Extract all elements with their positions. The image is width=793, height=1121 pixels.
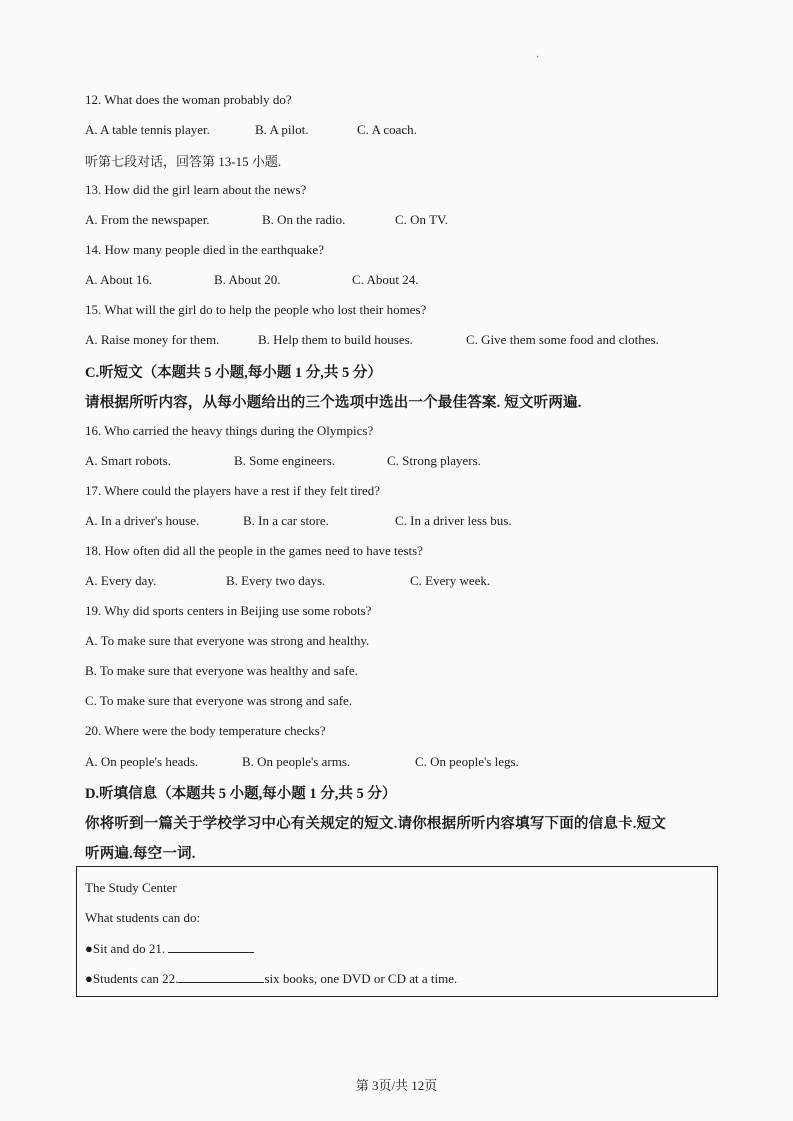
question-15: 15. What will the girl do to help the people who lost their homes? — [85, 302, 427, 317]
q12-option-a: A. A table tennis player. — [85, 122, 210, 137]
question-14: 14. How many people died in the earthquake? — [85, 242, 324, 257]
q17-option-b: B. In a car store. — [243, 513, 329, 528]
scan-dot: · — [536, 52, 540, 63]
question-17: 17. Where could the players have a rest if they felt tired? — [85, 483, 381, 498]
q19-option-a: A. To make sure that everyone was strong and healthy. — [85, 633, 370, 648]
question-18: 18. How often did all the people in the games need to have tests? — [85, 543, 423, 558]
q13-option-c: C. On TV. — [395, 212, 448, 227]
q18-option-a: A. Every day. — [85, 573, 157, 588]
info-card-item-21 — [85, 940, 254, 957]
q14-option-c: C. About 24. — [352, 272, 419, 287]
q16-option-c: C. Strong players. — [387, 453, 481, 468]
question-19: 19. Why did sports centers in Beijing use some robots? — [85, 603, 372, 618]
info-card-title: The Study Center — [85, 880, 177, 895]
part-c-instruction: 请根据所听内容，从每小题给出的三个选项中选出一个最佳答案. 短文听两遍. — [85, 395, 582, 411]
q19-option-c: C. To make sure that everyone was strong and safe. — [85, 693, 353, 708]
item-22-label: ●Students can 22. — [85, 971, 179, 986]
info-card — [76, 866, 718, 997]
question-16: 16. Who carried the heavy things during the Olympics? — [85, 423, 374, 438]
part-d-instruction-line-2: 听两遍.每空一词. — [85, 846, 196, 862]
q20-option-c: C. On people's legs. — [415, 754, 519, 769]
page-footer: 第 3页/共 12页 — [355, 1078, 438, 1093]
q13-option-a: A. From the newspaper. — [85, 212, 210, 227]
q14-option-a: A. About 16. — [85, 272, 153, 287]
item-22-suffix: six books, one DVD or CD at a time. — [264, 971, 458, 986]
q15-option-c: C. Give them some food and clothes. — [466, 332, 659, 347]
q20-option-a: A. On people's heads. — [85, 754, 199, 769]
q13-option-b: B. On the radio. — [262, 212, 346, 227]
question-13: 13. How did the girl learn about the news? — [85, 182, 307, 197]
question-20: 20. Where were the body temperature checks? — [85, 723, 326, 738]
q14-option-b: B. About 20. — [214, 272, 281, 287]
q20-option-b: B. On people's arms. — [242, 754, 351, 769]
q12-option-b: B. A pilot. — [255, 122, 309, 137]
part-d-instruction-line-1: 你将听到一篇关于学校学习中心有关规定的短文.请你根据所听内容填写下面的信息卡.短文 — [85, 816, 666, 832]
q15-option-a: A. Raise money for them. — [85, 332, 220, 347]
section-7-instruction: 听第七段对话，回答第 13-15 小题. — [85, 154, 282, 169]
blank-22[interactable] — [178, 970, 264, 983]
part-c-heading: C.听短文（本题共 5 小题,每小题 1 分,共 5 分） — [85, 365, 382, 381]
q16-option-b: B. Some engineers. — [234, 453, 336, 468]
part-d-heading: D.听填信息（本题共 5 小题,每小题 1 分,共 5 分） — [85, 786, 397, 802]
q18-option-c: C. Every week. — [410, 573, 491, 588]
blank-21[interactable] — [168, 940, 254, 953]
q12-option-c: C. A coach. — [357, 122, 417, 137]
q17-option-a: A. In a driver's house. — [85, 513, 200, 528]
q17-option-c: C. In a driver less bus. — [395, 513, 512, 528]
question-12: 12. What does the woman probably do? — [85, 92, 292, 107]
info-card-item-22 — [85, 970, 457, 987]
q16-option-a: A. Smart robots. — [85, 453, 171, 468]
item-21-label: ●Sit and do 21. — [85, 941, 166, 956]
q19-option-b: B. To make sure that everyone was healthy and safe. — [85, 663, 358, 678]
q15-option-b: B. Help them to build houses. — [258, 332, 413, 347]
info-card-subtitle: What students can do: — [85, 910, 201, 925]
q18-option-b: B. Every two days. — [226, 573, 326, 588]
